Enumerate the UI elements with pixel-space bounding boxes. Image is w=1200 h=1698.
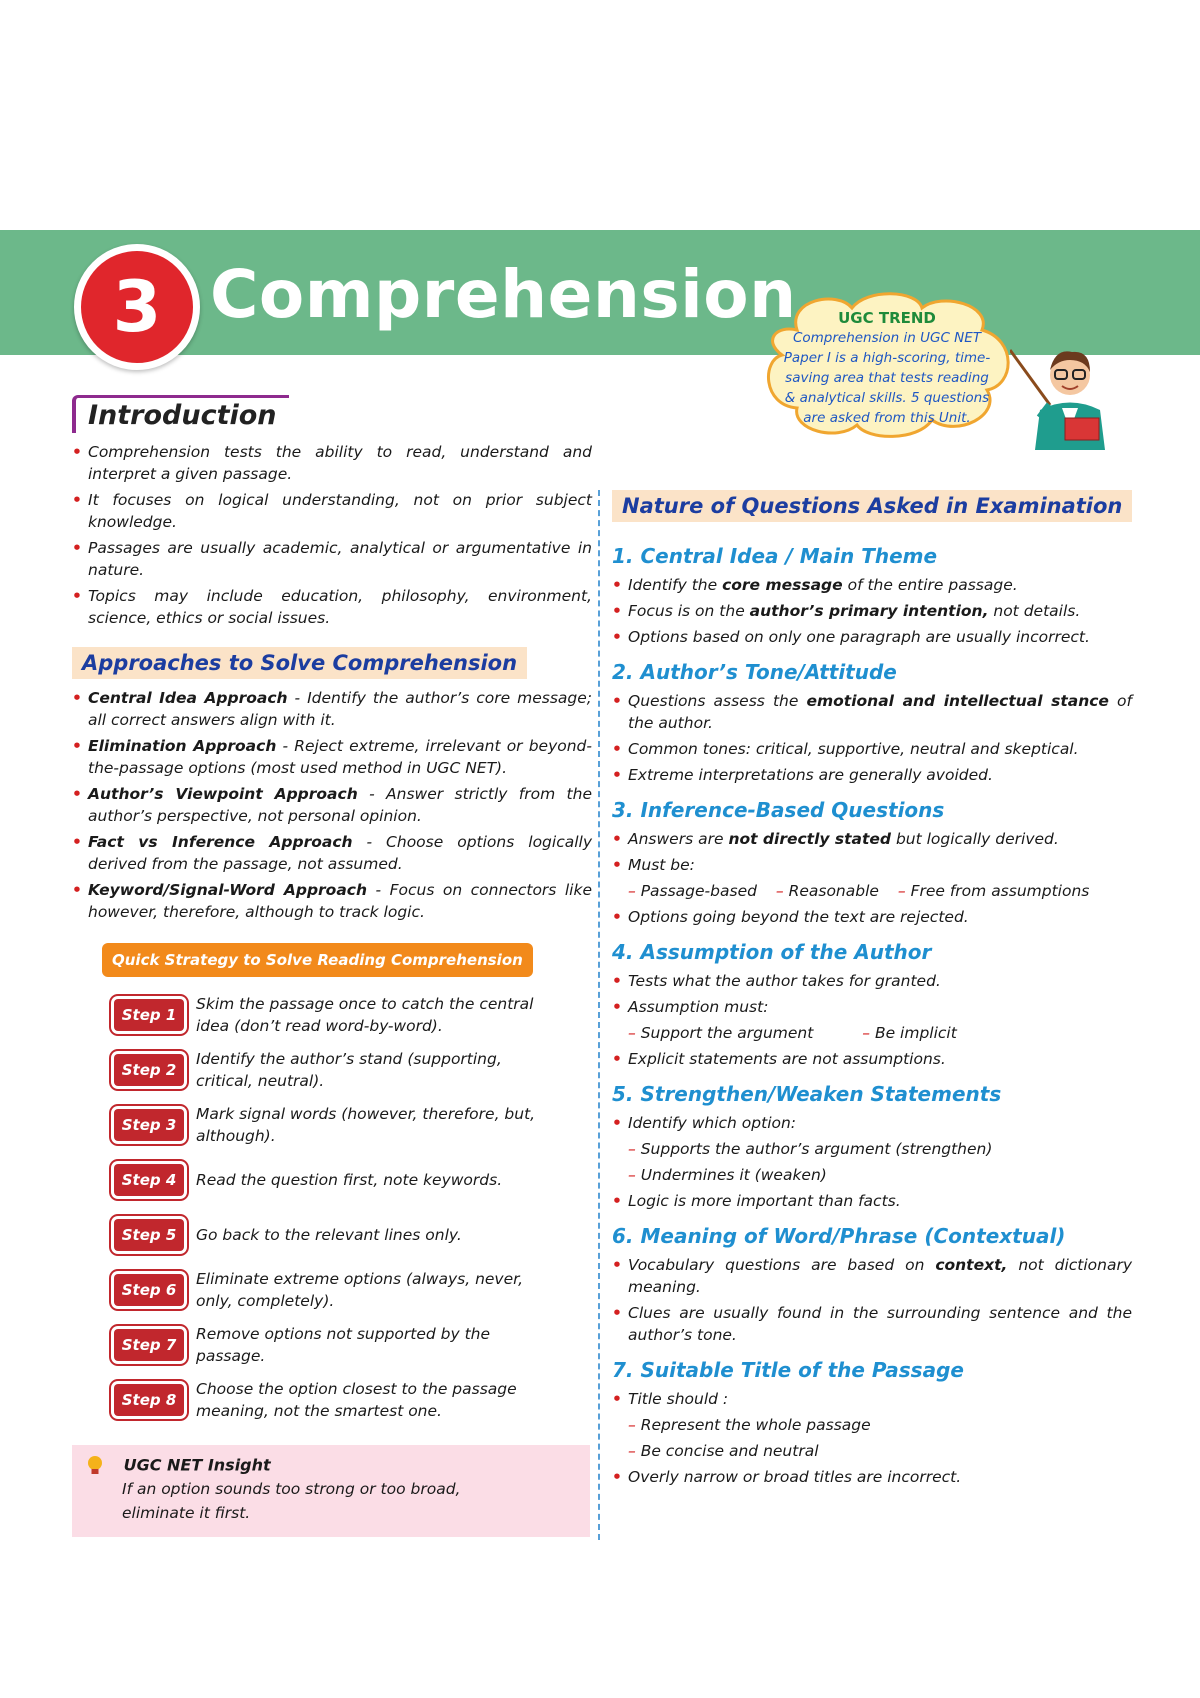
list-item: • Must be:: [612, 854, 1132, 876]
text: but logically derived.: [891, 830, 1059, 848]
sub-item: Represent the whole passage: [640, 1416, 871, 1434]
list-item: • Identify which option:: [612, 1112, 1132, 1134]
text: not dictionary meaning.: [628, 1256, 1133, 1296]
strategy-step: [108, 1372, 592, 1427]
text: Questions assess the: [628, 692, 807, 710]
approach-term: Central Idea Approach: [88, 689, 288, 707]
dash: –: [628, 1024, 641, 1042]
approach-text: - Reject extreme, irrelevant or beyond-the-passage options (most used method in UGC NET).: [88, 737, 592, 777]
text: Identify the: [628, 576, 723, 594]
bold-text: author’s primary intention,: [749, 602, 989, 620]
sub-item: Free from assumptions: [910, 882, 1090, 900]
step-badge: Step 8: [114, 1384, 184, 1416]
step-badge: Step 4: [114, 1164, 184, 1196]
step-badge: Step 2: [114, 1054, 184, 1086]
trend-text: Comprehension in UGC NET Paper I is a high-scoring, time-saving area that tests reading & analytical skills. 5 questions are asked from this Unit.: [783, 330, 991, 426]
trend-cloud: [757, 290, 1017, 440]
chapter-number-badge: [74, 244, 200, 370]
introduction-list: [72, 441, 592, 629]
text: of the entire passage.: [842, 576, 1018, 594]
list-item: • Topics may include education, philosophy, environment, science, ethics or social issues.: [72, 585, 592, 629]
right-column: [612, 532, 1132, 1492]
question-type-title: 7. Suitable Title of the Passage: [612, 1358, 964, 1382]
list-item: [612, 1254, 1132, 1298]
dash: –: [775, 882, 789, 900]
list-item: [612, 828, 1132, 850]
approach-text: - Focus on connectors like however, therefore, although to track logic.: [88, 881, 592, 921]
list-item: [612, 690, 1132, 734]
chapter-title: Comprehension: [210, 256, 797, 333]
list-item: • Explicit statements are not assumptions.: [612, 1048, 1132, 1070]
question-type-title: 2. Author’s Tone/Attitude: [612, 660, 897, 684]
step-text: Eliminate extreme options (always, never, only, completely).: [196, 1269, 524, 1310]
question-type-title: 5. Strengthen/Weaken Statements: [612, 1082, 1002, 1106]
question-type-list: [612, 1112, 1132, 1212]
bold-text: context,: [935, 1256, 1008, 1274]
step-text: Identify the author’s stand (supporting, critical, neutral).: [196, 1049, 502, 1090]
step-badge: Step 6: [114, 1274, 184, 1306]
sub-list: [612, 1164, 1132, 1186]
dash: –: [897, 882, 911, 900]
bold-text: emotional and intellectual stance: [806, 692, 1109, 710]
sub-list: [612, 1414, 1132, 1436]
question-type-title: 6. Meaning of Word/Phrase (Contextual): [612, 1224, 1066, 1248]
approach-text: - Identify the author’s core message; all correct answers align with it.: [88, 689, 592, 729]
list-item: [72, 687, 592, 731]
step-text: Remove options not supported by the passage.: [196, 1324, 491, 1365]
text: Focus is on the: [628, 602, 750, 620]
strategy-step: [108, 1097, 592, 1152]
strategy-step: [108, 1207, 592, 1262]
lightbulb-icon: [86, 1455, 104, 1477]
step-text: Read the question first, note keywords.: [196, 1170, 503, 1189]
list-item: • It focuses on logical understanding, not on prior subject knowledge.: [72, 489, 592, 533]
bold-text: core message: [722, 576, 843, 594]
list-item: • Tests what the author takes for granted.: [612, 970, 1132, 992]
sub-list: [612, 1022, 1132, 1044]
strategy-steps: [108, 987, 592, 1427]
approach-text: - Choose options logically derived from the passage, not assumed.: [88, 833, 592, 873]
approach-term: Fact vs Inference Approach: [88, 833, 353, 851]
step-text: Mark signal words (however, therefore, but, although).: [196, 1104, 536, 1145]
sub-list: [612, 1440, 1132, 1462]
list-item: • Title should :: [612, 1388, 1132, 1410]
trend-heading: UGC TREND: [838, 309, 936, 327]
insight-header: [86, 1455, 576, 1477]
list-item: • Comprehension tests the ability to read, understand and interpret a given passage.: [72, 441, 592, 485]
list-item: [612, 600, 1132, 622]
step-badge: Step 7: [114, 1329, 184, 1361]
dash: –: [628, 1140, 641, 1158]
sub-item: Be concise and neutral: [640, 1442, 819, 1460]
text: not details.: [988, 602, 1081, 620]
step-text: Choose the option closest to the passage meaning, not the smartest one.: [196, 1379, 517, 1420]
quick-strategy-heading: Quick Strategy to Solve Reading Comprehension: [102, 943, 533, 977]
strategy-step: [108, 1042, 592, 1097]
column-divider: [598, 490, 600, 1540]
question-type-list: [612, 1254, 1132, 1346]
text: Vocabulary questions are based on: [628, 1256, 936, 1274]
step-text: Skim the passage once to catch the central idea (don’t read word-by-word).: [196, 994, 534, 1035]
list-item: • Options going beyond the text are rejected.: [612, 906, 1132, 928]
question-type-list: [612, 690, 1132, 786]
chapter-number: 3: [112, 266, 162, 348]
list-item: • Clues are usually found in the surrounding sentence and the author’s tone.: [612, 1302, 1132, 1346]
list-item: • Assumption must:: [612, 996, 1132, 1018]
trend-text-block: [779, 308, 995, 428]
strategy-step: [108, 1317, 592, 1372]
step-text: Go back to the relevant lines only.: [196, 1225, 462, 1244]
sub-item: Undermines it (weaken): [640, 1166, 827, 1184]
question-type-list: [612, 1388, 1132, 1488]
dash: –: [628, 1442, 641, 1460]
list-item: • Extreme interpretations are generally avoided.: [612, 764, 1132, 786]
list-item: • Common tones: critical, supportive, neutral and skeptical.: [612, 738, 1132, 760]
sub-item: Support the argument: [640, 1024, 814, 1042]
question-type-list: [612, 574, 1132, 648]
approach-text: - Answer strictly from the author’s perspective, not personal opinion.: [88, 785, 592, 825]
insight-box: [72, 1445, 590, 1537]
sub-list: [612, 880, 1132, 902]
approaches-list: [72, 687, 592, 923]
left-column: [72, 395, 592, 1537]
approach-term: Author’s Viewpoint Approach: [88, 785, 358, 803]
list-item: • Passages are usually academic, analytical or argumentative in nature.: [72, 537, 592, 581]
strategy-step: [108, 1262, 592, 1317]
question-type-title: 3. Inference-Based Questions: [612, 798, 945, 822]
sub-item: Reasonable: [788, 882, 879, 900]
dash: –: [628, 1166, 641, 1184]
approach-term: Keyword/Signal-Word Approach: [88, 881, 368, 899]
text: Answers are: [628, 830, 729, 848]
list-item: • Options based on only one paragraph are usually incorrect.: [612, 626, 1132, 648]
list-item: [72, 783, 592, 827]
sub-item: Be implicit: [874, 1024, 957, 1042]
sub-list: [612, 1138, 1132, 1160]
step-badge: Step 5: [114, 1219, 184, 1251]
list-item: • Logic is more important than facts.: [612, 1190, 1132, 1212]
dash: –: [628, 1416, 641, 1434]
insight-text: If an option sounds too strong or too broad, eliminate it first.: [122, 1480, 461, 1522]
list-item: [72, 879, 592, 923]
question-type-title: 4. Assumption of the Author: [612, 940, 932, 964]
question-type-title: 1. Central Idea / Main Theme: [612, 544, 938, 568]
list-item: [72, 735, 592, 779]
step-badge: Step 1: [114, 999, 184, 1031]
sub-item: Supports the author’s argument (strengthen): [640, 1140, 993, 1158]
dash: –: [628, 882, 641, 900]
step-badge: Step 3: [114, 1109, 184, 1141]
question-type-list: [612, 828, 1132, 928]
bold-text: not directly stated: [728, 830, 892, 848]
strategy-step: [108, 1152, 592, 1207]
text: of the author.: [628, 692, 1132, 732]
list-item: [612, 574, 1132, 596]
approaches-heading: Approaches to Solve Comprehension: [72, 647, 527, 679]
insight-heading: UGC NET Insight: [123, 1455, 271, 1475]
nature-heading: Nature of Questions Asked in Examination: [612, 490, 1132, 522]
introduction-heading: Introduction: [72, 395, 289, 433]
list-item: • Overly narrow or broad titles are incorrect.: [612, 1466, 1132, 1488]
approach-term: Elimination Approach: [88, 737, 277, 755]
strategy-step: [108, 987, 592, 1042]
question-type-list: [612, 970, 1132, 1070]
list-item: [72, 831, 592, 875]
teacher-illustration: [1010, 330, 1130, 450]
dash: –: [862, 1024, 875, 1042]
sub-item: Passage-based: [640, 882, 757, 900]
